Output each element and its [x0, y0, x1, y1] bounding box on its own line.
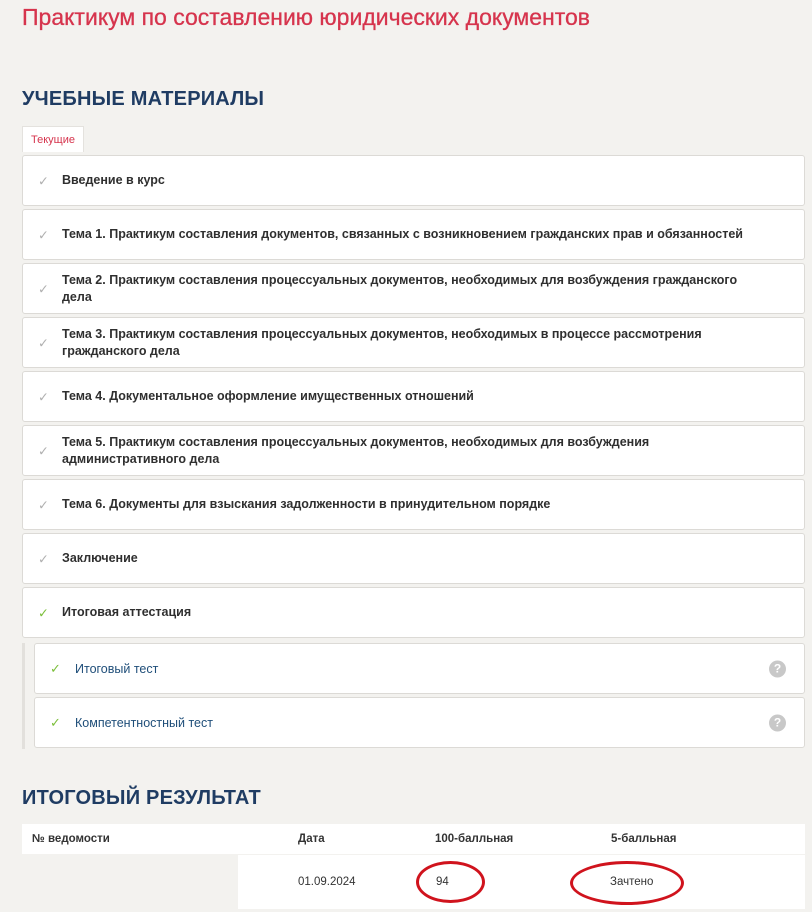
result-score-100: 94 — [436, 876, 449, 888]
material-item-label: Тема 3. Практикум составления процессуальных документов, необходимых в процессе рассмотрения гражданского дела — [62, 326, 702, 358]
material-item-topic-3[interactable] — [22, 317, 805, 368]
material-item-topic-1[interactable] — [22, 209, 805, 260]
final-attestation-subitems — [22, 643, 808, 749]
subitem-label: Итоговый тест — [75, 661, 159, 676]
material-item-label: Тема 5. Практикум составления процессуальных документов, необходимых для возбуждения административного дела — [62, 434, 650, 466]
material-item-label: Заключение — [62, 551, 138, 565]
material-item-topic-4[interactable] — [22, 371, 805, 422]
check-icon: ✓ — [50, 660, 61, 676]
result-table-row — [238, 855, 805, 909]
material-item-topic-5[interactable] — [22, 425, 805, 476]
material-item-conclusion[interactable] — [22, 533, 805, 584]
check-icon: ✓ — [38, 227, 49, 242]
tab-current[interactable]: Текущие — [22, 126, 84, 152]
subitem-final-test[interactable] — [34, 643, 805, 694]
check-icon: ✓ — [38, 605, 49, 620]
materials-heading: УЧЕБНЫЕ МАТЕРИАЛЫ — [22, 88, 265, 110]
material-item-label: Итоговая аттестация — [62, 605, 192, 619]
result-table-header — [22, 824, 805, 854]
material-item-topic-2[interactable] — [22, 263, 805, 314]
result-date: 01.09.2024 — [298, 876, 356, 888]
help-icon[interactable]: ? — [769, 714, 786, 731]
result-heading: ИТОГОВЫЙ РЕЗУЛЬТАТ — [22, 787, 261, 809]
material-item-intro[interactable] — [22, 155, 805, 206]
material-item-label: Тема 4. Документальное оформление имущественных отношений — [62, 389, 474, 403]
page-title: Практикум по составлению юридических документов — [22, 4, 591, 30]
column-header-sheet-number: № ведомости — [32, 833, 110, 845]
check-icon: ✓ — [38, 335, 49, 350]
subitem-label: Компетентностный тест — [75, 715, 213, 730]
material-item-label: Введение в курс — [62, 173, 165, 187]
material-item-label: Тема 2. Практикум составления процессуальных документов, необходимых для возбуждения гражданского дела — [62, 272, 738, 304]
check-icon: ✓ — [38, 551, 49, 566]
help-icon[interactable]: ? — [769, 660, 786, 677]
check-icon: ✓ — [38, 173, 49, 188]
check-icon: ✓ — [50, 714, 61, 730]
material-item-label: Тема 1. Практикум составления документов, связанных с возникновением гражданских прав и обязанностей — [62, 227, 743, 241]
material-item-final-attestation[interactable] — [22, 587, 805, 638]
materials-list — [22, 155, 805, 641]
material-item-label: Тема 6. Документы для взыскания задолженности в принудительном порядке — [62, 497, 551, 511]
check-icon: ✓ — [38, 389, 49, 404]
result-score-5: Зачтено — [610, 876, 654, 888]
column-header-100-point: 100-балльная — [435, 833, 514, 845]
check-icon: ✓ — [38, 281, 49, 296]
material-item-topic-6[interactable] — [22, 479, 805, 530]
highlight-oval-score-5 — [570, 861, 684, 905]
highlight-oval-score-100 — [416, 861, 485, 903]
check-icon: ✓ — [38, 497, 49, 512]
check-icon: ✓ — [38, 443, 49, 458]
column-header-5-point: 5-балльная — [611, 833, 677, 845]
subitem-competency-test[interactable] — [34, 697, 805, 748]
column-header-date: Дата — [298, 833, 325, 845]
